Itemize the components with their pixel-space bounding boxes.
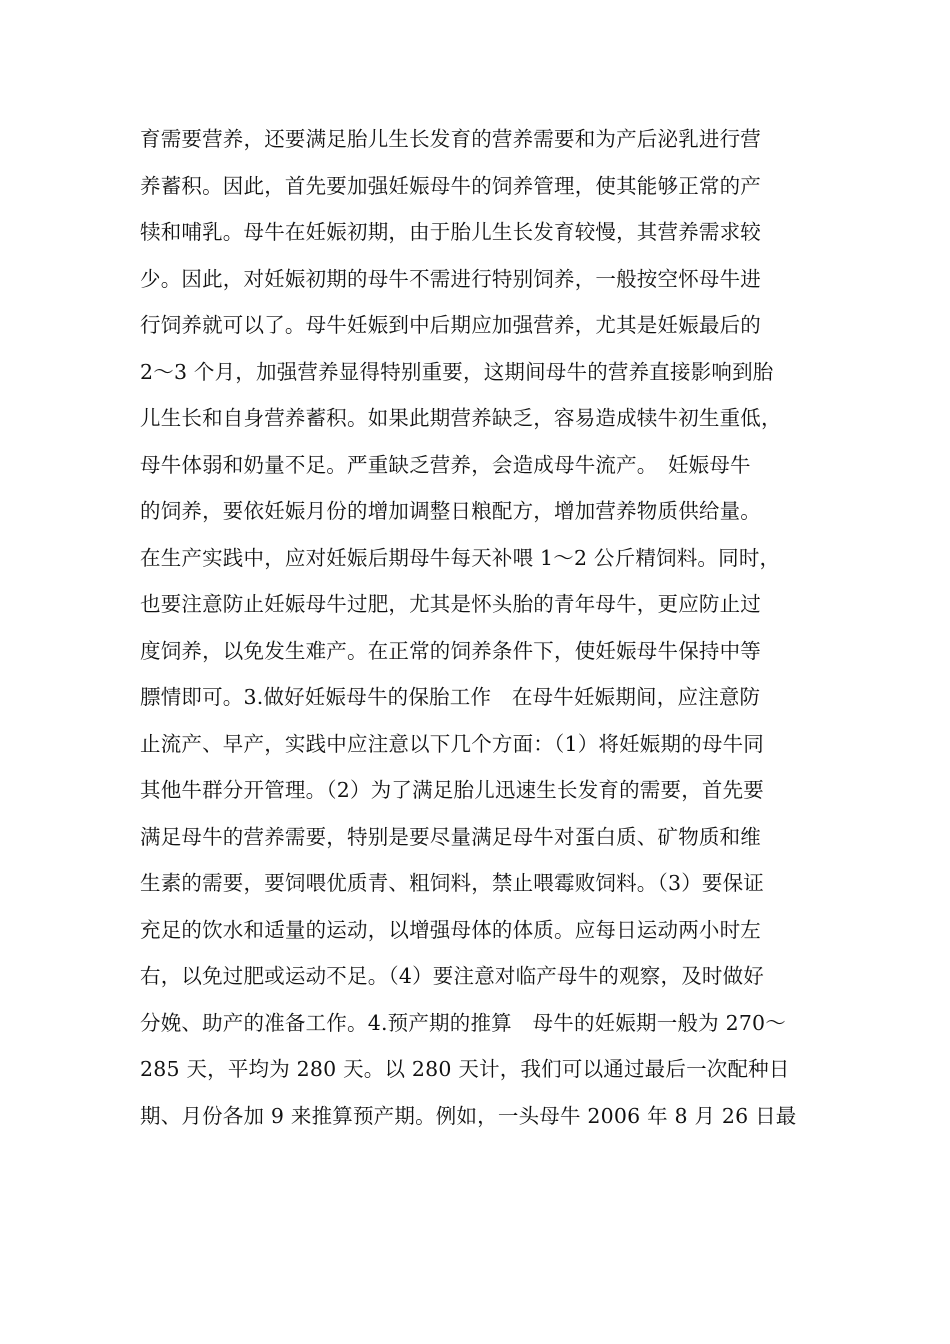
text-line: 生素的需要，要饲喂优质青、粗饲料，禁止喂霉败饲料。（3）要保证 — [140, 871, 764, 895]
text-line: 度饲养，以免发生难产。在正常的饲养条件下，使妊娠母牛保持中等 — [140, 638, 761, 663]
text-line: 犊和哺乳。母牛在妊娠初期，由于胎儿生长发育较慢，其营养需求较 — [140, 220, 761, 244]
text-line: 分娩、助产的准备工作。4.预产期的推算 母牛的妊娠期一般为 270～ — [140, 1010, 787, 1035]
text-line: 在生产实践中，应对妊娠后期母牛每天补喂 1～2 公斤精饲料。同时， — [140, 545, 781, 570]
text-line: 其他牛群分开管理。（2）为了满足胎儿迅速生长发育的需要，首先要 — [140, 778, 764, 802]
text-line: 期、月份各加 9 来推算预产期。例如，一头母牛 2006 年 8 月 26 日最 — [140, 1103, 797, 1128]
text-line: 满足母牛的营养需要，特别是要尽量满足母牛对蛋白质、矿物质和维 — [140, 824, 761, 849]
text-line: 少。因此，对妊娠初期的母牛不需进行特别饲养，一般按空怀母牛进 — [140, 266, 761, 291]
text-line: 285 天，平均为 280 天。以 280 天计，我们可以通过最后一次配种日 — [140, 1057, 790, 1081]
text-line: 行饲养就可以了。母牛妊娠到中后期应加强营养，尤其是妊娠最后的 — [140, 313, 761, 337]
text-line: 育需要营养，还要满足胎儿生长发育的营养需要和为产后泌乳进行营 — [140, 127, 761, 151]
text-line: 也要注意防止妊娠母牛过肥，尤其是怀头胎的青年母牛，更应防止过 — [140, 592, 761, 616]
text-line: 的饲养，要依妊娠月份的增加调整日粮配方，增加营养物质供给量。 — [140, 499, 761, 523]
text-line: 儿生长和自身营养蓄积。如果此期营养缺乏，容易造成犊牛初生重低， — [140, 406, 782, 430]
text-line: 养蓄积。因此，首先要加强妊娠母牛的饲养管理，使其能够正常的产 — [140, 173, 761, 198]
text-line: 右，以免过肥或运动不足。（4）要注意对临产母牛的观察，及时做好 — [140, 964, 764, 988]
text-line: 膘情即可。3.做好妊娠母牛的保胎工作 在母牛妊娠期间，应注意防 — [140, 685, 761, 709]
body-text — [140, 116, 820, 1139]
text-line: 止流产、早产，实践中应注意以下几个方面：（1）将妊娠期的母牛同 — [140, 731, 764, 756]
text-line: 2～3 个月，加强营养显得特别重要，这期间母牛的营养直接影响到胎 — [140, 359, 774, 384]
text-line: 充足的饮水和适量的运动，以增强母体的体质。应每日运动两小时左 — [140, 917, 761, 942]
text-line: 母牛体弱和奶量不足。严重缺乏营养，会造成母牛流产。 妊娠母牛 — [140, 452, 751, 477]
